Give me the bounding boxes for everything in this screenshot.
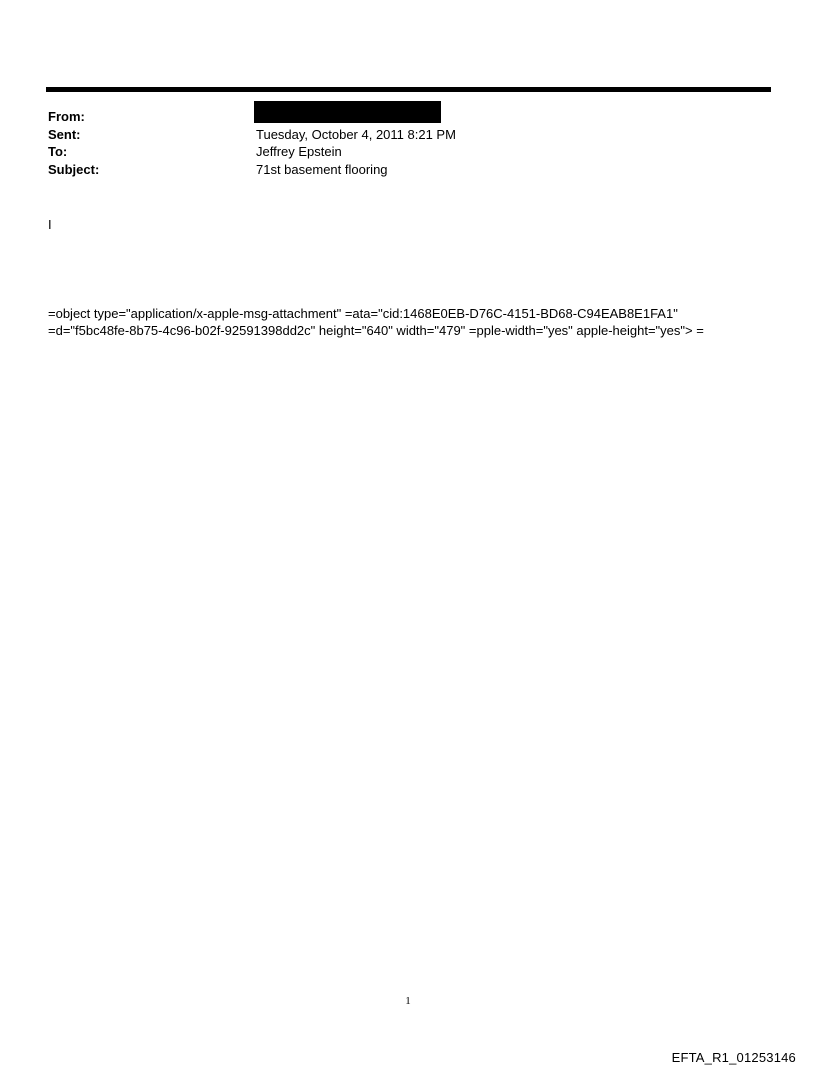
email-body — [48, 305, 788, 339]
header-row-from — [48, 108, 748, 126]
body-first-line: I — [48, 217, 52, 232]
redaction-box — [254, 101, 441, 123]
body-line-2: =d="f5bc48fe-8b75-4c96-b02f-92591398dd2c" height="640" width="479" =pple-width="yes" apple-height="yes"> = — [48, 323, 704, 338]
from-label: From: — [48, 109, 85, 124]
to-value: Jeffrey Epstein — [256, 144, 342, 159]
header-row-to — [48, 143, 748, 161]
subject-value: 71st basement flooring — [256, 161, 388, 177]
body-line-1: =object type="application/x-apple-msg-attachment" =ata="cid:1468E0EB-D76C-4151-BD68-C94EAB8E1FA1" — [48, 306, 678, 321]
header-divider — [46, 87, 771, 92]
to-label: To: — [48, 144, 68, 159]
header-row-subject — [48, 161, 748, 179]
email-header — [48, 108, 748, 178]
bates-number: EFTA_R1_01253146 — [671, 1050, 796, 1065]
page-number: 1 — [405, 995, 411, 1007]
header-row-sent — [48, 126, 748, 144]
sent-value: Tuesday, October 4, 2011 8:21 PM — [256, 126, 456, 142]
subject-label: Subject: — [48, 161, 100, 177]
sent-label: Sent: — [48, 126, 81, 142]
